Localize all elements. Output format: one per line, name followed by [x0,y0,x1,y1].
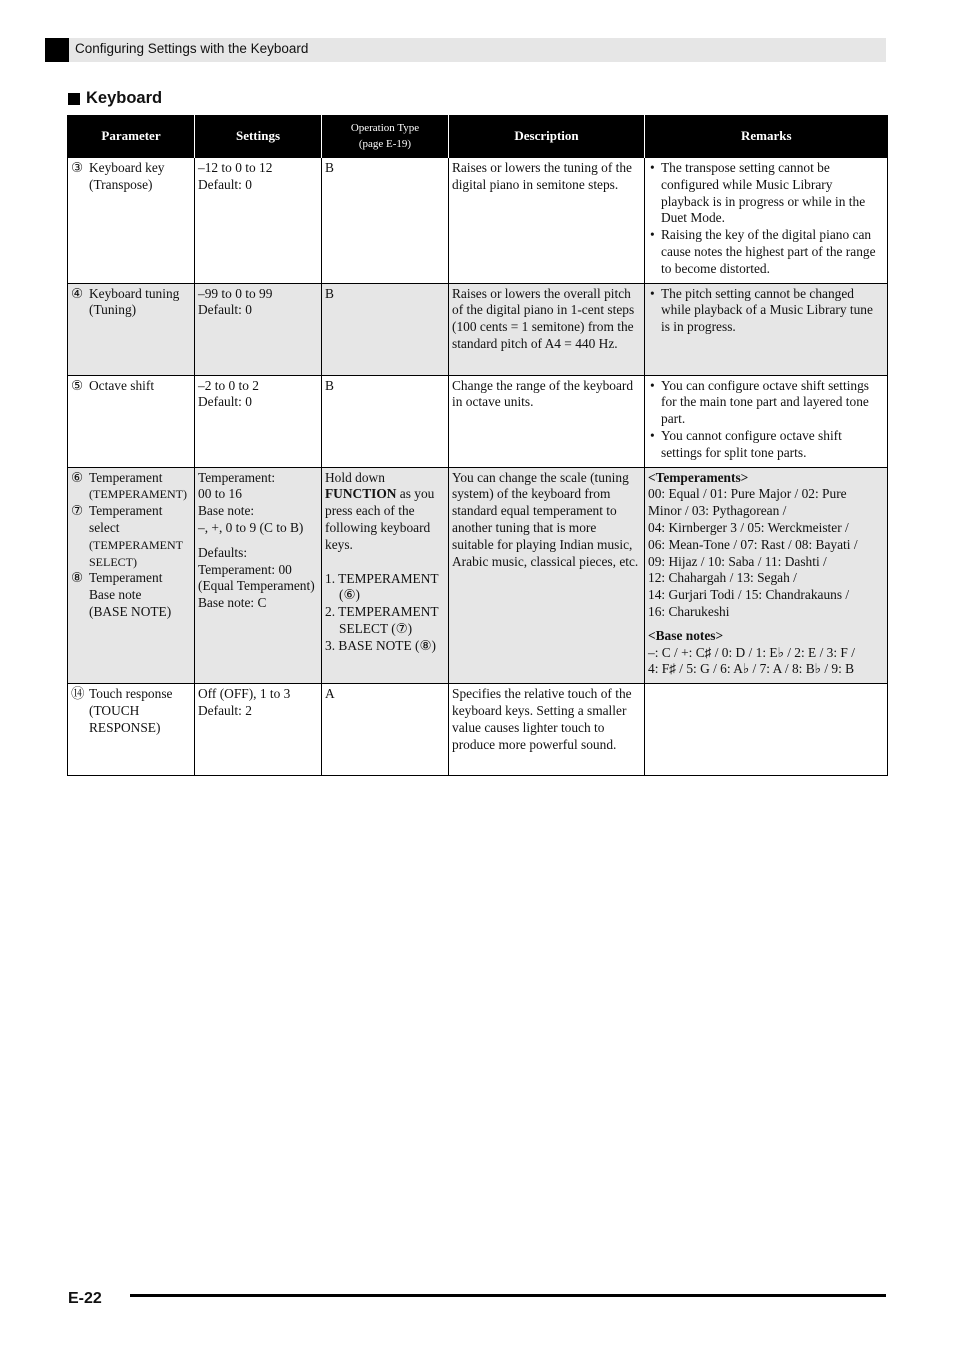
circled-number: ⑥ [71,469,84,485]
settings-line: 00 to 16 [198,486,242,502]
op-step: (⑥) [339,587,360,603]
footer-rule [130,1294,886,1297]
op-instruction: Hold down [325,469,385,485]
parameter-cell [68,375,195,467]
parameter-code: (BASE NOTE) [89,603,172,619]
table-row [68,684,888,776]
base-notes-heading: <Base notes> [648,627,724,643]
description-cell: Raises or lowers the overall pitch of the digital piano in 1-cent steps (100 cents = 1 semitone) from the standard pitch of A4 = 440 Hz. [449,283,645,375]
parameter-cell [68,283,195,375]
circled-number: ⑧ [71,570,84,586]
description-cell: Raises or lowers the tuning of the digital piano in semitone steps. [449,158,645,284]
temperament-line: 04: Kirnberger 3 / 05: Werckmeister / [648,519,849,535]
temperament-line: 14: Gurjari Todi / 15: Chandrakauns / [648,587,850,603]
parameter-cell [68,467,195,684]
operation-type-cell: B [322,283,449,375]
remark-item: • You cannot configure octave shift settings for split tone parts. [648,428,884,462]
col-header-remarks: Remarks [645,115,888,158]
settings-cell [195,375,322,467]
table-header-row [68,115,888,158]
operation-type-cell [322,467,449,684]
parameter-name: Temperament Base note [89,570,163,603]
section-title: Keyboard [86,89,163,107]
settings-range: –12 to 0 to 12 [198,160,273,175]
base-note-line: 4: F♯ / 5: G / 6: A♭ / 7: A / 8: B♭ / 9: B [648,661,855,677]
remark-item: • The pitch setting cannot be changed while playback of a Music Library tune is in progress. [648,286,884,336]
circled-number: ④ [71,285,84,301]
remark-item: • The transpose setting cannot be configured while Music Library playback is in progress or while in the Duet Mode. [648,160,884,227]
header-marker [45,38,69,62]
settings-range: –99 to 0 to 99 [198,285,273,301]
description-cell: Specifies the relative touch of the keyboard keys. Setting a smaller value causes lighter touch to produce more powerful sound. [449,684,645,776]
page-number: E-22 [68,1290,102,1307]
parameter-cell [68,158,195,284]
remarks-cell [645,684,888,776]
operation-type-cell: A [322,684,449,776]
remark-item: • Raising the key of the digital piano can cause notes the highest part of the range to become distorted. [648,227,884,277]
temperaments-heading: <Temperaments> [648,469,749,485]
parameter-name: Temperament select [89,503,163,535]
table-row [68,283,888,375]
running-header: Configuring Settings with the Keyboard [75,41,309,56]
settings-line: Temperament: [198,469,276,485]
parameter-name: Octave shift [89,377,155,393]
settings-range: Off (OFF), 1 to 3 [198,686,291,702]
circled-number: ⑭ [71,686,85,702]
parameter-cell [68,684,195,776]
table-row [68,375,888,467]
settings-line: Base note: [198,503,255,519]
settings-range: –2 to 0 to 2 [198,377,260,393]
parameter-code: (TEMPERAMENT SELECT) [89,537,183,569]
square-bullet-icon [68,93,80,105]
section-heading [68,89,162,108]
op-step: 3. BASE NOTE (⑧) [325,637,436,653]
settings-cell [195,684,322,776]
settings-cell [195,158,322,284]
operation-type-cell: B [322,158,449,284]
circled-number: ③ [71,160,84,175]
remarks-cell [645,375,888,467]
circled-number: ⑦ [71,503,84,519]
remarks-cell [645,158,888,284]
parameter-name: Touch response (TOUCH RESPONSE) [89,686,173,735]
temperament-line: Minor / 03: Pythagorean / [648,503,787,519]
col-header-settings: Settings [195,115,322,158]
description-cell: You can change the scale (tuning system) of the keyboard from standard equal temperament to another tuning that is more suitable for playing Indian music, Arabic music, classical pieces, etc. [449,467,645,684]
table-row [68,467,888,684]
table-row [68,158,888,284]
op-instruction: FUNCTION as you press each of the following keyboard keys. [325,486,435,552]
parameter-name: Keyboard key (Transpose) [89,160,165,192]
parameter-name: Keyboard tuning (Tuning) [89,285,180,318]
remark-item: • You can configure octave shift settings for the main tone part and layered tone part. [648,378,884,428]
settings-default: Default: 0 [198,302,252,318]
settings-default: Default: 2 [198,702,252,718]
settings-defaults-label: Defaults: [198,544,248,560]
settings-cell [195,283,322,375]
temperament-line: 12: Chahargah / 13: Segah / [648,570,797,586]
settings-default: Temperament: 00 [198,561,292,577]
remarks-cell [645,283,888,375]
parameter-name: Temperament [89,469,163,485]
keyboard-settings-table [67,115,888,776]
settings-default: (Equal Temperament) [198,578,315,594]
op-step: SELECT (⑦) [339,620,413,636]
settings-default: Default: 0 [198,394,252,410]
settings-line: –, +, 0 to 9 (C to B) [198,519,304,535]
col-header-parameter: Parameter [68,115,195,158]
settings-default: Base note: C [198,595,267,611]
settings-default: Default: 0 [198,176,252,192]
op-step: 2. TEMPERAMENT [325,604,439,620]
circled-number: ⑤ [71,377,84,393]
col-header-description: Description [449,115,645,158]
parameter-code: (TEMPERAMENT) [89,487,187,502]
settings-cell [195,467,322,684]
temperament-line: 09: Hijaz / 10: Saba / 11: Dashti / [648,553,827,569]
remarks-cell [645,467,888,684]
description-cell: Change the range of the keyboard in octave units. [449,375,645,467]
temperament-line: 00: Equal / 01: Pure Major / 02: Pure [648,486,847,502]
operation-type-cell: B [322,375,449,467]
base-note-line: –: C / +: C♯ / 0: D / 1: E♭ / 2: E / 3: F / [648,644,855,660]
op-step: 1. TEMPERAMENT [325,570,439,586]
col-header-operation-type: Operation Type (page E-19) [322,115,449,158]
temperament-line: 16: Charukeshi [648,603,730,619]
temperament-line: 06: Mean-Tone / 07: Rast / 08: Bayati / [648,536,858,552]
